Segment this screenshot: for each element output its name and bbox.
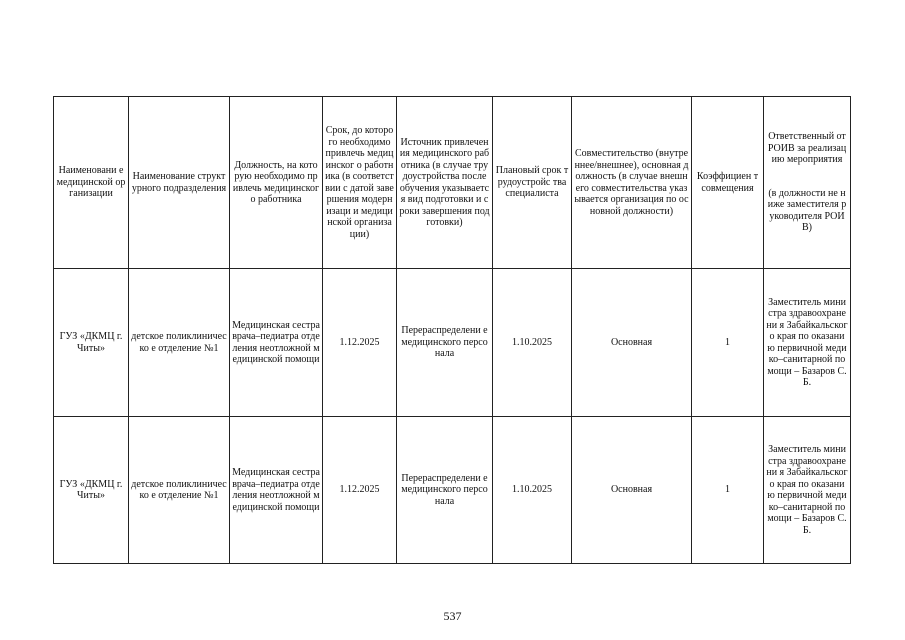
header-org: Наименовани е медицинской организации	[54, 97, 129, 269]
cell-planned: 1.10.2025	[493, 269, 572, 417]
cell-org: ГУЗ «ДКМЦ г. Читы»	[54, 269, 129, 417]
header-unit: Наименование структурного подразделения	[129, 97, 230, 269]
cell-deadline: 1.12.2025	[323, 269, 397, 417]
cell-deadline: 1.12.2025	[323, 417, 397, 564]
table-row	[54, 269, 851, 417]
table-row	[54, 417, 851, 564]
measures-table	[53, 96, 851, 564]
cell-unit: детское поликлиническо е отделение №1	[129, 417, 230, 564]
header-responsible-bottom: (в должности не ниже заместителя руководителя РОИВ)	[767, 187, 847, 234]
cell-coefficient: 1	[692, 269, 764, 417]
header-responsible-gap	[766, 166, 848, 188]
header-combination: Совместительство (внутреннее/внешнее), основная должность (в случае внешнего совместительства указывается организация по основной должности)	[572, 97, 692, 269]
header-responsible-top: Ответственный от РОИВ за реализацию мероприятия	[767, 131, 847, 166]
cell-position: Медицинская сестра врача–педиатра отделения неотложной медицинской помощи	[230, 269, 323, 417]
cell-source: Перераспределени е медицинского персонала	[397, 417, 493, 564]
cell-coefficient: 1	[692, 417, 764, 564]
header-source: Источник привлечения медицинского работника (в случае трудоустройства после обучения указывается вид подготовки и сроки завершения подготовки)	[397, 97, 493, 269]
header-responsible	[764, 97, 851, 269]
cell-position: Медицинская сестра врача–педиатра отделения неотложной медицинской помощи	[230, 417, 323, 564]
cell-responsible: Заместитель министра здравоохранени я Забайкальского края по оказанию первичной медико–санитарной помощи – Базаров С.Б.	[764, 269, 851, 417]
cell-source: Перераспределени е медицинского персонала	[397, 269, 493, 417]
header-coefficient: Коэффициен т совмещения	[692, 97, 764, 269]
cell-org: ГУЗ «ДКМЦ г. Читы»	[54, 417, 129, 564]
header-deadline: Срок, до которого необходимо привлечь медицинског о работника (в соответствии с датой завершения модернизаци и медицинской организации)	[323, 97, 397, 269]
cell-unit: детское поликлиническо е отделение №1	[129, 269, 230, 417]
cell-responsible: Заместитель министра здравоохранени я Забайкальского края по оказанию первичной медико–санитарной помощи – Базаров С.Б.	[764, 417, 851, 564]
header-planned: Плановый срок трудоустройс тва специалиста	[493, 97, 572, 269]
header-position: Должность, на которую необходимо привлечь медицинского работника	[230, 97, 323, 269]
cell-combination: Основная	[572, 269, 692, 417]
cell-planned: 1.10.2025	[493, 417, 572, 564]
cell-combination: Основная	[572, 417, 692, 564]
page-number: 537	[443, 609, 462, 623]
table-header-row	[54, 97, 851, 269]
